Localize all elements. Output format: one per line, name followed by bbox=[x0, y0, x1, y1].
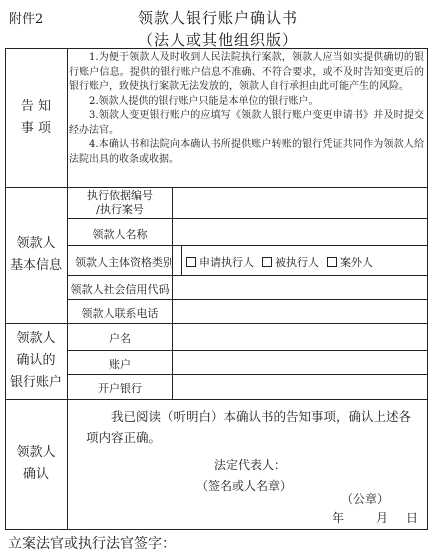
date-day: 日 bbox=[406, 511, 419, 525]
document-title: 领款人银行账户确认书 bbox=[137, 9, 298, 27]
table-divider bbox=[67, 350, 428, 351]
table-divider bbox=[67, 299, 428, 300]
confirmation-statement: 我已阅读（听明白）本确认书的告知事项，确认上述各项内容正确。 bbox=[86, 409, 412, 445]
notice-item: 4.本确认书和法院向本确认书所提供账户转账的银行凭证共同作为领款人给法院出具的收条或收据。 bbox=[69, 139, 424, 165]
payee-name-label: 领款人名称 bbox=[92, 228, 148, 241]
phone-label: 领款人联系电话 bbox=[81, 307, 159, 320]
checkbox[interactable] bbox=[186, 257, 196, 267]
table-divider bbox=[5, 323, 428, 324]
account-name-label: 户名 bbox=[109, 332, 131, 345]
date-year: 年 bbox=[332, 511, 345, 525]
notice-section-label: 告 知 事 项 bbox=[20, 99, 52, 136]
confirmation-section-label: 领款人 确认 bbox=[16, 445, 56, 482]
attachment-label: 附件2 bbox=[9, 12, 44, 27]
table-divider bbox=[67, 374, 428, 375]
official-seal-label: （公章） bbox=[341, 492, 390, 506]
basic-info-section-label: 领款人 基本信息 bbox=[9, 236, 62, 273]
checkbox[interactable] bbox=[327, 257, 337, 267]
officer-signature-label: 立案法官或执行法官签字： bbox=[8, 536, 176, 552]
table-divider bbox=[67, 245, 428, 246]
table-divider bbox=[67, 275, 428, 276]
bank-name-label: 开户银行 bbox=[98, 382, 142, 395]
notice-items bbox=[69, 51, 424, 167]
legal-rep-label: 法定代表人： bbox=[214, 458, 287, 472]
option-third-party[interactable]: 案外人 bbox=[327, 254, 373, 270]
notice-item: 1.为便于领款人及时收到人民法院执行案款，领款人应当如实提供确切的银行账户信息。提供的银行账户信息不准确、不符合要求，或不及时告知变更后的银行账户，致使执行案款无法发放的，领款人自行承担由此可能产生的风险。 bbox=[69, 52, 424, 92]
table-divider bbox=[5, 399, 428, 400]
option-applicant[interactable]: 申请执行人 bbox=[186, 254, 254, 270]
notice-item: 3.领款人变更银行账户的应填写《领款人银行账户变更申请书》并及时提交经办法官。 bbox=[69, 110, 424, 136]
account-number-label: 账户 bbox=[109, 358, 131, 371]
document-subtitle: （法人或其他组织版） bbox=[137, 31, 298, 49]
bank-account-section-label: 领款人 确认的 银行账户 bbox=[9, 331, 62, 390]
checkbox[interactable] bbox=[262, 257, 272, 267]
credit-code-label: 领款人社会信用代码 bbox=[70, 283, 170, 296]
qualification-label: 领款人主体资格类别 bbox=[75, 256, 174, 269]
table-divider bbox=[67, 218, 428, 219]
date-month: 月 bbox=[376, 511, 389, 525]
sign-or-seal-label: （签名或人名章） bbox=[196, 479, 293, 493]
case-number-label: 执行依据编号 /执行案号 bbox=[87, 189, 153, 216]
table-divider bbox=[181, 245, 182, 275]
table-divider bbox=[5, 187, 428, 188]
option-respondent[interactable]: 被执行人 bbox=[262, 254, 319, 270]
notice-item: 2.领款人提供的银行账户只能是本单位的银行账户。 bbox=[89, 95, 319, 107]
